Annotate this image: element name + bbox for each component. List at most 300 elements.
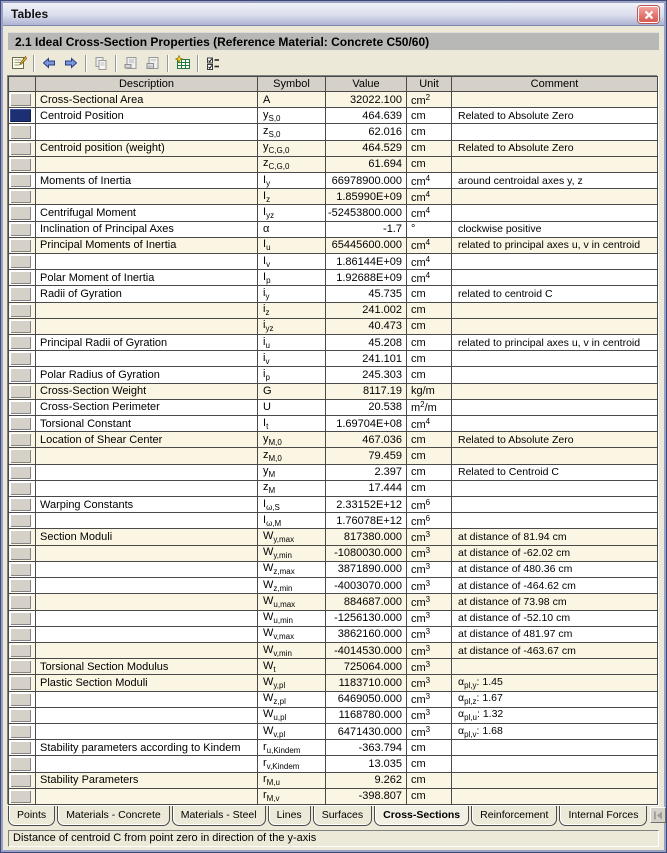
cell-comment[interactable] <box>452 351 658 367</box>
cell-comment[interactable]: at distance of -62.02 cm <box>452 545 658 561</box>
row-selector-button[interactable] <box>10 644 31 657</box>
cell-description[interactable]: Polar Radius of Gyration <box>36 367 258 383</box>
row-selector-cell[interactable] <box>9 659 36 675</box>
cell-description[interactable] <box>36 626 258 642</box>
cell-symbol[interactable]: $I_v$ <box>258 254 326 270</box>
cell-symbol[interactable]: $I_{yz}$ <box>258 205 326 221</box>
row-selector-cell[interactable] <box>9 723 36 739</box>
cell-description[interactable] <box>36 642 258 658</box>
cell-unit[interactable]: cm <box>407 335 452 351</box>
row-selector-cell[interactable] <box>9 756 36 772</box>
row-selector-button[interactable] <box>10 449 31 462</box>
row-selector-cell[interactable] <box>9 740 36 756</box>
cell-value[interactable]: 40.473 <box>326 318 407 334</box>
cell-unit[interactable]: $cm^4$ <box>407 173 452 189</box>
cell-comment[interactable] <box>452 740 658 756</box>
cell-description[interactable]: Principal Moments of Inertia <box>36 237 258 253</box>
cell-symbol[interactable]: $y_M$ <box>258 464 326 480</box>
cell-comment[interactable]: around centroidal axes y, z <box>452 173 658 189</box>
cell-value[interactable]: -1080030.000 <box>326 545 407 561</box>
cell-comment[interactable]: Related to Centroid C <box>452 464 658 480</box>
cell-unit[interactable]: $cm^4$ <box>407 416 452 432</box>
cell-value[interactable]: 61.694 <box>326 156 407 172</box>
row-selector-cell[interactable] <box>9 594 36 610</box>
cell-comment[interactable] <box>452 205 658 221</box>
row-selector-button[interactable] <box>10 579 31 592</box>
row-selector-button[interactable] <box>10 142 31 155</box>
cell-unit[interactable]: $cm^4$ <box>407 270 452 286</box>
cell-symbol[interactable]: $W_{y,pl}$ <box>258 675 326 691</box>
row-selector-button[interactable] <box>10 417 31 430</box>
cell-symbol[interactable]: $r_{u,Kindem}$ <box>258 740 326 756</box>
cell-unit[interactable]: cm <box>407 140 452 156</box>
cell-unit[interactable]: cm <box>407 464 452 480</box>
cell-value[interactable]: 65445600.000 <box>326 237 407 253</box>
row-selector-button[interactable] <box>10 741 31 754</box>
row-selector-button[interactable] <box>10 595 31 608</box>
cell-value[interactable]: 8117.19 <box>326 383 407 399</box>
tab-materials-concrete[interactable]: Materials - Concrete <box>57 806 170 826</box>
cell-symbol[interactable]: $W_{z,min}$ <box>258 578 326 594</box>
cell-unit[interactable]: ° <box>407 221 452 237</box>
cell-description[interactable]: Stability Parameters <box>36 772 258 788</box>
cell-value[interactable]: -398.807 <box>326 788 407 804</box>
cell-symbol[interactable]: $z_M$ <box>258 480 326 496</box>
cell-comment[interactable]: Related to Absolute Zero <box>452 108 658 124</box>
cell-symbol[interactable]: $I_t$ <box>258 416 326 432</box>
cell-symbol[interactable]: U <box>258 399 326 415</box>
row-selector-cell[interactable] <box>9 561 36 577</box>
cell-description[interactable] <box>36 124 258 140</box>
cell-value[interactable]: 1168780.000 <box>326 707 407 723</box>
row-selector-cell[interactable] <box>9 788 36 804</box>
cell-comment[interactable] <box>452 189 658 205</box>
cell-symbol[interactable]: $W_{z,pl}$ <box>258 691 326 707</box>
cell-value[interactable]: 1.92688E+09 <box>326 270 407 286</box>
cell-comment[interactable] <box>452 772 658 788</box>
row-selector-cell[interactable] <box>9 707 36 723</box>
cell-symbol[interactable]: $W_{v,min}$ <box>258 642 326 658</box>
cell-value[interactable]: 245.303 <box>326 367 407 383</box>
cell-symbol[interactable]: $W_{u,pl}$ <box>258 707 326 723</box>
tab-reinforcement[interactable]: Reinforcement <box>471 806 557 826</box>
cell-description[interactable]: Centroid position (weight) <box>36 140 258 156</box>
cell-comment[interactable]: related to centroid C <box>452 286 658 302</box>
cell-symbol[interactable]: $I_z$ <box>258 189 326 205</box>
cell-symbol[interactable]: α <box>258 221 326 237</box>
row-selector-button[interactable] <box>10 190 31 203</box>
row-selector-button[interactable] <box>10 287 31 300</box>
row-selector-cell[interactable] <box>9 578 36 594</box>
cell-unit[interactable]: $cm^3$ <box>407 561 452 577</box>
row-selector-cell[interactable] <box>9 286 36 302</box>
cell-symbol[interactable]: $I_u$ <box>258 237 326 253</box>
cell-symbol[interactable]: $I_p$ <box>258 270 326 286</box>
cell-unit[interactable]: cm <box>407 156 452 172</box>
cell-description[interactable]: Centrifugal Moment <box>36 205 258 221</box>
cell-unit[interactable]: kg/m <box>407 383 452 399</box>
row-selector-button[interactable] <box>10 693 31 706</box>
cell-symbol[interactable]: $r_{v,Kindem}$ <box>258 756 326 772</box>
cell-value[interactable]: 725064.000 <box>326 659 407 675</box>
cell-comment[interactable]: at distance of -463.67 cm <box>452 642 658 658</box>
cell-description[interactable] <box>36 610 258 626</box>
cell-value[interactable]: 464.529 <box>326 140 407 156</box>
cell-comment[interactable]: at distance of 481.97 cm <box>452 626 658 642</box>
cell-comment[interactable] <box>452 513 658 529</box>
row-selector-cell[interactable] <box>9 772 36 788</box>
cell-unit[interactable]: $cm^3$ <box>407 723 452 739</box>
row-selector-cell[interactable] <box>9 367 36 383</box>
row-selector-cell[interactable] <box>9 691 36 707</box>
row-selector-cell[interactable] <box>9 529 36 545</box>
cell-value[interactable]: 1.76078E+12 <box>326 513 407 529</box>
cell-value[interactable]: 79.459 <box>326 448 407 464</box>
cell-symbol[interactable]: A <box>258 92 326 108</box>
cell-unit[interactable]: cm <box>407 480 452 496</box>
cell-symbol[interactable]: $I_y$ <box>258 173 326 189</box>
row-selector-button[interactable] <box>10 433 31 446</box>
cell-symbol[interactable]: $i_y$ <box>258 286 326 302</box>
row-selector-button[interactable] <box>10 628 31 641</box>
row-selector-button[interactable] <box>10 725 31 738</box>
cell-description[interactable] <box>36 545 258 561</box>
row-selector-cell[interactable] <box>9 545 36 561</box>
tab-internal-forces[interactable]: Internal Forces <box>559 806 647 826</box>
cell-unit[interactable]: $cm^6$ <box>407 497 452 513</box>
cell-symbol[interactable]: $z_{S,0}$ <box>258 124 326 140</box>
cell-comment[interactable] <box>452 497 658 513</box>
cell-comment[interactable]: clockwise positive <box>452 221 658 237</box>
cell-comment[interactable] <box>452 448 658 464</box>
cell-comment[interactable]: related to principal axes u, v in centroid <box>452 237 658 253</box>
row-selector-button[interactable] <box>10 774 31 787</box>
cell-value[interactable]: 17.444 <box>326 480 407 496</box>
cell-description[interactable] <box>36 707 258 723</box>
cell-comment[interactable]: at distance of -464.62 cm <box>452 578 658 594</box>
cell-unit[interactable]: $cm^3$ <box>407 529 452 545</box>
cell-comment[interactable]: Related to Absolute Zero <box>452 140 658 156</box>
tab-materials-steel[interactable]: Materials - Steel <box>172 806 266 826</box>
cell-symbol[interactable]: $W_{v,max}$ <box>258 626 326 642</box>
cell-description[interactable]: Location of Shear Center <box>36 432 258 448</box>
cell-symbol[interactable]: G <box>258 383 326 399</box>
cell-value[interactable]: 1.86144E+09 <box>326 254 407 270</box>
cell-unit[interactable]: $cm^4$ <box>407 237 452 253</box>
cell-symbol[interactable]: $W_t$ <box>258 659 326 675</box>
cell-value[interactable]: 2.397 <box>326 464 407 480</box>
cell-description[interactable] <box>36 156 258 172</box>
row-selector-cell[interactable] <box>9 140 36 156</box>
row-selector-cell[interactable] <box>9 237 36 253</box>
cell-value[interactable]: 6471430.000 <box>326 723 407 739</box>
row-selector-cell[interactable] <box>9 173 36 189</box>
cell-comment[interactable] <box>452 367 658 383</box>
cell-comment[interactable] <box>452 270 658 286</box>
cell-value[interactable]: 3862160.000 <box>326 626 407 642</box>
cell-unit[interactable]: $cm^3$ <box>407 675 452 691</box>
cell-value[interactable]: -1256130.000 <box>326 610 407 626</box>
cell-comment[interactable] <box>452 788 658 804</box>
cell-unit[interactable]: cm <box>407 302 452 318</box>
close-button[interactable] <box>638 6 659 23</box>
cell-unit[interactable]: cm <box>407 108 452 124</box>
row-selector-button[interactable] <box>10 676 31 689</box>
row-selector-cell[interactable] <box>9 626 36 642</box>
cell-symbol[interactable]: $W_{y,min}$ <box>258 545 326 561</box>
row-selector-cell[interactable] <box>9 513 36 529</box>
row-selector-button[interactable] <box>10 385 31 398</box>
cell-value[interactable]: 9.262 <box>326 772 407 788</box>
cell-value[interactable]: -363.794 <box>326 740 407 756</box>
cell-comment[interactable]: $\alpha_{pl,u}$: 1.32 <box>452 707 658 723</box>
row-selector-button[interactable] <box>10 158 31 171</box>
cell-description[interactable] <box>36 448 258 464</box>
cell-description[interactable] <box>36 691 258 707</box>
cell-value[interactable]: 2.33152E+12 <box>326 497 407 513</box>
cell-unit[interactable]: $m^2/m$ <box>407 399 452 415</box>
cell-unit[interactable]: $cm^6$ <box>407 513 452 529</box>
cell-description[interactable]: Polar Moment of Inertia <box>36 270 258 286</box>
row-selector-button[interactable] <box>10 466 31 479</box>
cell-unit[interactable]: $cm^3$ <box>407 578 452 594</box>
row-selector-cell[interactable] <box>9 318 36 334</box>
cell-symbol[interactable]: $W_{u,max}$ <box>258 594 326 610</box>
row-selector-button[interactable] <box>10 757 31 770</box>
cell-description[interactable] <box>36 480 258 496</box>
row-selector-button[interactable] <box>10 498 31 511</box>
row-selector-button[interactable] <box>10 336 31 349</box>
cell-unit[interactable]: cm <box>407 772 452 788</box>
cell-value[interactable]: -4014530.000 <box>326 642 407 658</box>
row-selector-cell[interactable] <box>9 221 36 237</box>
cell-description[interactable] <box>36 594 258 610</box>
cell-description[interactable]: Stability parameters according to Kindem <box>36 740 258 756</box>
cell-symbol[interactable]: $y_{S,0}$ <box>258 108 326 124</box>
cell-description[interactable] <box>36 513 258 529</box>
row-selector-cell[interactable] <box>9 335 36 351</box>
row-selector-cell[interactable] <box>9 254 36 270</box>
cell-value[interactable]: 1.69704E+08 <box>326 416 407 432</box>
cell-symbol[interactable]: $i_{yz}$ <box>258 318 326 334</box>
cell-symbol[interactable]: $i_u$ <box>258 335 326 351</box>
cell-description[interactable]: Cross-Section Perimeter <box>36 399 258 415</box>
cell-description[interactable]: Warping Constants <box>36 497 258 513</box>
cell-description[interactable]: Cross-Sectional Area <box>36 92 258 108</box>
new-table-button[interactable] <box>172 53 194 74</box>
tab-surfaces[interactable]: Surfaces <box>313 806 372 826</box>
cell-unit[interactable]: $cm^3$ <box>407 707 452 723</box>
cell-comment[interactable] <box>452 383 658 399</box>
cell-description[interactable]: Torsional Section Modulus <box>36 659 258 675</box>
cell-description[interactable] <box>36 189 258 205</box>
cell-description[interactable] <box>36 723 258 739</box>
cell-comment[interactable] <box>452 156 658 172</box>
cell-description[interactable] <box>36 561 258 577</box>
row-selector-cell[interactable] <box>9 497 36 513</box>
cell-unit[interactable]: cm <box>407 286 452 302</box>
row-selector-cell[interactable] <box>9 448 36 464</box>
cell-comment[interactable]: at distance of -52.10 cm <box>452 610 658 626</box>
row-selector-button[interactable] <box>10 368 31 381</box>
cell-comment[interactable] <box>452 318 658 334</box>
row-selector-cell[interactable] <box>9 156 36 172</box>
cell-comment[interactable]: at distance of 73.98 cm <box>452 594 658 610</box>
cell-unit[interactable]: $cm^3$ <box>407 691 452 707</box>
row-selector-button[interactable] <box>10 223 31 236</box>
cell-comment[interactable]: at distance of 81.94 cm <box>452 529 658 545</box>
cell-value[interactable]: 467.036 <box>326 432 407 448</box>
row-selector-button[interactable] <box>10 530 31 543</box>
cell-comment[interactable]: at distance of 480.36 cm <box>452 561 658 577</box>
cell-value[interactable]: 464.639 <box>326 108 407 124</box>
row-selector-cell[interactable] <box>9 610 36 626</box>
cell-description[interactable] <box>36 578 258 594</box>
cell-description[interactable]: Inclination of Principal Axes <box>36 221 258 237</box>
cell-value[interactable]: 20.538 <box>326 399 407 415</box>
cell-description[interactable]: Principal Radii of Gyration <box>36 335 258 351</box>
table-composer-button[interactable] <box>202 53 224 74</box>
cell-symbol[interactable]: $W_{u,min}$ <box>258 610 326 626</box>
row-selector-button[interactable] <box>10 239 31 252</box>
row-selector-cell[interactable] <box>9 464 36 480</box>
row-selector-button[interactable] <box>10 612 31 625</box>
cell-value[interactable]: 241.002 <box>326 302 407 318</box>
row-selector-button[interactable] <box>10 206 31 219</box>
cell-value[interactable]: 45.208 <box>326 335 407 351</box>
row-selector-button[interactable] <box>10 563 31 576</box>
cell-comment[interactable] <box>452 659 658 675</box>
cell-value[interactable]: 817380.000 <box>326 529 407 545</box>
cell-value[interactable]: 13.035 <box>326 756 407 772</box>
cell-symbol[interactable]: $z_{C,G,0}$ <box>258 156 326 172</box>
cell-description[interactable] <box>36 302 258 318</box>
cell-unit[interactable]: cm <box>407 351 452 367</box>
row-selector-cell[interactable] <box>9 642 36 658</box>
tab-cross-sections[interactable]: Cross-Sections <box>374 806 469 826</box>
cell-unit[interactable]: $cm^2$ <box>407 92 452 108</box>
cell-value[interactable]: 1183710.000 <box>326 675 407 691</box>
cell-unit[interactable]: $cm^3$ <box>407 642 452 658</box>
cell-description[interactable] <box>36 351 258 367</box>
row-selector-cell[interactable] <box>9 205 36 221</box>
cell-unit[interactable]: cm <box>407 318 452 334</box>
row-selector-button[interactable] <box>10 514 31 527</box>
properties-button[interactable] <box>8 53 30 74</box>
row-selector-cell[interactable] <box>9 416 36 432</box>
cell-comment[interactable] <box>452 480 658 496</box>
cell-symbol[interactable]: $W_{v,pl}$ <box>258 723 326 739</box>
row-selector-button[interactable] <box>10 304 31 317</box>
cell-description[interactable]: Section Moduli <box>36 529 258 545</box>
cell-description[interactable] <box>36 254 258 270</box>
cell-symbol[interactable]: $z_{M,0}$ <box>258 448 326 464</box>
row-selector-button[interactable] <box>10 271 31 284</box>
cell-description[interactable]: Moments of Inertia <box>36 173 258 189</box>
row-selector-cell[interactable] <box>9 351 36 367</box>
cell-symbol[interactable]: $W_{y,max}$ <box>258 529 326 545</box>
row-selector-button[interactable] <box>10 547 31 560</box>
cell-unit[interactable]: cm <box>407 756 452 772</box>
cell-comment[interactable]: $\alpha_{pl,y}$: 1.45 <box>452 675 658 691</box>
cell-description[interactable] <box>36 318 258 334</box>
cell-unit[interactable]: $cm^3$ <box>407 594 452 610</box>
row-selector-button[interactable] <box>10 352 31 365</box>
cell-value[interactable]: -1.7 <box>326 221 407 237</box>
next-table-button[interactable] <box>60 53 82 74</box>
cell-unit[interactable]: cm <box>407 367 452 383</box>
tab-lines[interactable]: Lines <box>268 806 311 826</box>
cell-symbol[interactable]: $y_{C,G,0}$ <box>258 140 326 156</box>
row-selector-cell[interactable] <box>9 302 36 318</box>
cell-unit[interactable]: $cm^3$ <box>407 545 452 561</box>
cell-description[interactable] <box>36 756 258 772</box>
cell-comment[interactable] <box>452 756 658 772</box>
cell-unit[interactable]: cm <box>407 448 452 464</box>
cell-symbol[interactable]: $i_z$ <box>258 302 326 318</box>
cell-comment[interactable] <box>452 254 658 270</box>
cell-comment[interactable] <box>452 302 658 318</box>
row-selector-button[interactable] <box>10 401 31 414</box>
row-selector-button[interactable] <box>10 660 31 673</box>
cell-value[interactable]: 3871890.000 <box>326 561 407 577</box>
cell-description[interactable]: Cross-Section Weight <box>36 383 258 399</box>
cell-description[interactable]: Torsional Constant <box>36 416 258 432</box>
cell-unit[interactable]: $cm^3$ <box>407 626 452 642</box>
cell-symbol[interactable]: $i_p$ <box>258 367 326 383</box>
row-selector-button[interactable] <box>10 174 31 187</box>
cell-value[interactable]: 241.101 <box>326 351 407 367</box>
row-selector-cell[interactable] <box>9 399 36 415</box>
row-selector-button[interactable] <box>10 709 31 722</box>
cell-description[interactable] <box>36 788 258 804</box>
cell-value[interactable]: -4003070.000 <box>326 578 407 594</box>
row-selector-cell[interactable] <box>9 432 36 448</box>
cell-symbol[interactable]: $r_{M,u}$ <box>258 772 326 788</box>
cell-unit[interactable]: $cm^3$ <box>407 659 452 675</box>
cell-value[interactable]: 884687.000 <box>326 594 407 610</box>
cell-symbol[interactable]: $y_{M,0}$ <box>258 432 326 448</box>
cell-description[interactable]: Centroid Position <box>36 108 258 124</box>
cell-value[interactable]: 45.735 <box>326 286 407 302</box>
row-selector-button[interactable] <box>10 320 31 333</box>
cell-unit[interactable]: $cm^4$ <box>407 254 452 270</box>
cell-symbol[interactable]: $I_{\omega,M}$ <box>258 513 326 529</box>
cell-comment[interactable]: related to principal axes u, v in centroid <box>452 335 658 351</box>
cell-unit[interactable]: $cm^4$ <box>407 205 452 221</box>
row-selector-button[interactable] <box>10 93 31 106</box>
row-selector-button[interactable] <box>10 125 31 138</box>
cell-comment[interactable]: $\alpha_{pl,z}$: 1.67 <box>452 691 658 707</box>
cell-symbol[interactable]: $i_v$ <box>258 351 326 367</box>
cell-unit[interactable]: cm <box>407 740 452 756</box>
cell-description[interactable]: Plastic Section Moduli <box>36 675 258 691</box>
cell-value[interactable]: 66978900.000 <box>326 173 407 189</box>
row-selector-button-selected[interactable] <box>10 109 31 122</box>
row-selector-cell[interactable] <box>9 270 36 286</box>
row-selector-cell[interactable] <box>9 124 36 140</box>
cell-value[interactable]: -52453800.000 <box>326 205 407 221</box>
row-selector-cell[interactable] <box>9 383 36 399</box>
cell-unit[interactable]: $cm^4$ <box>407 189 452 205</box>
cell-value[interactable]: 6469050.000 <box>326 691 407 707</box>
cell-symbol[interactable]: $r_{M,v}$ <box>258 788 326 804</box>
tab-points[interactable]: Points <box>8 806 55 826</box>
cell-comment[interactable]: $\alpha_{pl,v}$: 1.68 <box>452 723 658 739</box>
row-selector-cell[interactable] <box>9 480 36 496</box>
cell-value[interactable]: 62.016 <box>326 124 407 140</box>
cell-unit[interactable]: $cm^3$ <box>407 610 452 626</box>
